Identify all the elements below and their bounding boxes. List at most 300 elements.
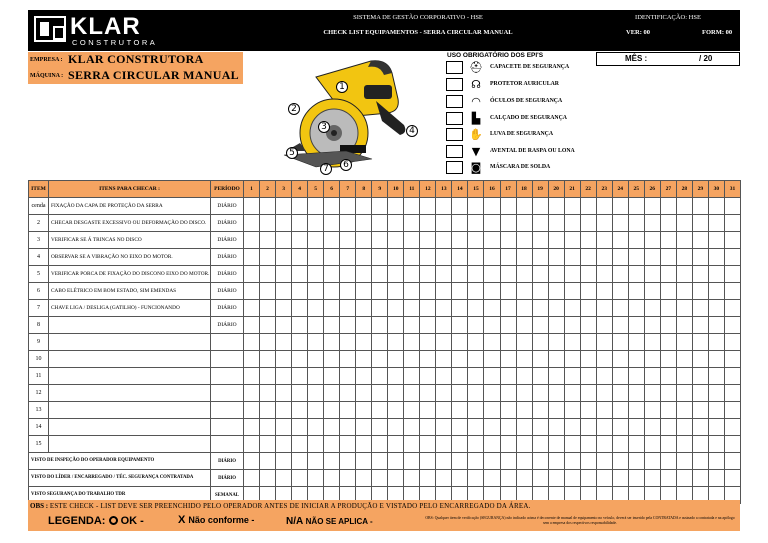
day-check-cell[interactable] [372, 300, 388, 317]
day-check-cell[interactable] [628, 419, 644, 436]
day-check-cell[interactable] [420, 419, 436, 436]
day-check-cell[interactable] [468, 436, 484, 453]
day-check-cell[interactable] [372, 351, 388, 368]
day-check-cell[interactable] [484, 368, 500, 385]
day-check-cell[interactable] [580, 334, 596, 351]
day-check-cell[interactable] [340, 334, 356, 351]
day-check-cell[interactable] [372, 215, 388, 232]
day-check-cell[interactable] [340, 232, 356, 249]
day-check-cell[interactable] [260, 266, 276, 283]
day-check-cell[interactable] [548, 385, 564, 402]
day-check-cell[interactable] [484, 317, 500, 334]
day-check-cell[interactable] [420, 402, 436, 419]
day-check-cell[interactable] [564, 215, 580, 232]
day-check-cell[interactable] [612, 283, 628, 300]
day-check-cell[interactable] [500, 249, 516, 266]
day-check-cell[interactable] [260, 300, 276, 317]
day-check-cell[interactable] [436, 317, 452, 334]
day-check-cell[interactable] [340, 436, 356, 453]
day-check-cell[interactable] [692, 368, 708, 385]
signature-cell[interactable] [484, 453, 500, 470]
day-check-cell[interactable] [484, 198, 500, 215]
day-check-cell[interactable] [244, 215, 260, 232]
signature-cell[interactable] [436, 453, 452, 470]
day-check-cell[interactable] [388, 198, 404, 215]
day-check-cell[interactable] [708, 436, 724, 453]
day-check-cell[interactable] [676, 368, 692, 385]
day-check-cell[interactable] [548, 232, 564, 249]
day-check-cell[interactable] [724, 368, 740, 385]
day-check-cell[interactable] [692, 402, 708, 419]
signature-cell[interactable] [340, 453, 356, 470]
day-check-cell[interactable] [468, 385, 484, 402]
day-check-cell[interactable] [644, 215, 660, 232]
day-check-cell[interactable] [420, 385, 436, 402]
day-check-cell[interactable] [468, 300, 484, 317]
day-check-cell[interactable] [660, 436, 676, 453]
signature-cell[interactable] [276, 453, 292, 470]
day-check-cell[interactable] [276, 385, 292, 402]
signature-cell[interactable] [724, 453, 740, 470]
day-check-cell[interactable] [660, 368, 676, 385]
day-check-cell[interactable] [276, 198, 292, 215]
day-check-cell[interactable] [692, 317, 708, 334]
day-check-cell[interactable] [292, 300, 308, 317]
day-check-cell[interactable] [308, 232, 324, 249]
day-check-cell[interactable] [452, 351, 468, 368]
day-check-cell[interactable] [660, 283, 676, 300]
day-check-cell[interactable] [260, 368, 276, 385]
day-check-cell[interactable] [628, 300, 644, 317]
day-check-cell[interactable] [628, 436, 644, 453]
day-check-cell[interactable] [516, 385, 532, 402]
day-check-cell[interactable] [340, 317, 356, 334]
day-check-cell[interactable] [324, 300, 340, 317]
day-check-cell[interactable] [244, 198, 260, 215]
day-check-cell[interactable] [372, 317, 388, 334]
signature-cell[interactable] [340, 470, 356, 487]
day-check-cell[interactable] [260, 436, 276, 453]
day-check-cell[interactable] [564, 334, 580, 351]
signature-cell[interactable] [388, 453, 404, 470]
day-check-cell[interactable] [580, 266, 596, 283]
signature-cell[interactable] [388, 470, 404, 487]
day-check-cell[interactable] [244, 436, 260, 453]
day-check-cell[interactable] [292, 419, 308, 436]
day-check-cell[interactable] [612, 198, 628, 215]
signature-cell[interactable] [500, 470, 516, 487]
signature-cell[interactable] [676, 470, 692, 487]
day-check-cell[interactable] [340, 402, 356, 419]
day-check-cell[interactable] [612, 300, 628, 317]
day-check-cell[interactable] [596, 317, 612, 334]
day-check-cell[interactable] [292, 402, 308, 419]
day-check-cell[interactable] [244, 283, 260, 300]
day-check-cell[interactable] [516, 419, 532, 436]
day-check-cell[interactable] [660, 351, 676, 368]
day-check-cell[interactable] [452, 436, 468, 453]
day-check-cell[interactable] [436, 249, 452, 266]
signature-cell[interactable] [692, 453, 708, 470]
day-check-cell[interactable] [308, 351, 324, 368]
day-check-cell[interactable] [484, 402, 500, 419]
day-check-cell[interactable] [516, 283, 532, 300]
day-check-cell[interactable] [324, 249, 340, 266]
day-check-cell[interactable] [612, 402, 628, 419]
signature-cell[interactable] [516, 453, 532, 470]
day-check-cell[interactable] [644, 419, 660, 436]
day-check-cell[interactable] [404, 385, 420, 402]
day-check-cell[interactable] [452, 198, 468, 215]
day-check-cell[interactable] [660, 232, 676, 249]
day-check-cell[interactable] [372, 419, 388, 436]
day-check-cell[interactable] [548, 249, 564, 266]
day-check-cell[interactable] [548, 436, 564, 453]
day-check-cell[interactable] [644, 368, 660, 385]
signature-cell[interactable] [436, 470, 452, 487]
day-check-cell[interactable] [564, 300, 580, 317]
signature-cell[interactable] [260, 453, 276, 470]
day-check-cell[interactable] [596, 215, 612, 232]
day-check-cell[interactable] [260, 419, 276, 436]
day-check-cell[interactable] [468, 215, 484, 232]
day-check-cell[interactable] [308, 215, 324, 232]
empresa-value[interactable]: KLAR CONSTRUTORA [68, 52, 204, 66]
day-check-cell[interactable] [484, 283, 500, 300]
day-check-cell[interactable] [452, 215, 468, 232]
day-check-cell[interactable] [260, 385, 276, 402]
day-check-cell[interactable] [612, 368, 628, 385]
signature-cell[interactable] [308, 453, 324, 470]
day-check-cell[interactable] [372, 266, 388, 283]
day-check-cell[interactable] [548, 334, 564, 351]
day-check-cell[interactable] [516, 266, 532, 283]
signature-cell[interactable] [468, 470, 484, 487]
signature-cell[interactable] [548, 470, 564, 487]
day-check-cell[interactable] [580, 436, 596, 453]
day-check-cell[interactable] [388, 334, 404, 351]
day-check-cell[interactable] [612, 334, 628, 351]
day-check-cell[interactable] [324, 317, 340, 334]
day-check-cell[interactable] [724, 419, 740, 436]
day-check-cell[interactable] [692, 436, 708, 453]
day-check-cell[interactable] [436, 266, 452, 283]
day-check-cell[interactable] [596, 419, 612, 436]
epi-checkbox[interactable] [446, 95, 463, 108]
day-check-cell[interactable] [372, 368, 388, 385]
day-check-cell[interactable] [628, 385, 644, 402]
day-check-cell[interactable] [724, 266, 740, 283]
signature-cell[interactable] [356, 453, 372, 470]
day-check-cell[interactable] [500, 402, 516, 419]
day-check-cell[interactable] [532, 249, 548, 266]
day-check-cell[interactable] [292, 266, 308, 283]
day-check-cell[interactable] [724, 215, 740, 232]
day-check-cell[interactable] [692, 215, 708, 232]
signature-cell[interactable] [612, 453, 628, 470]
day-check-cell[interactable] [292, 249, 308, 266]
day-check-cell[interactable] [244, 334, 260, 351]
day-check-cell[interactable] [340, 249, 356, 266]
day-check-cell[interactable] [436, 283, 452, 300]
day-check-cell[interactable] [388, 436, 404, 453]
day-check-cell[interactable] [628, 317, 644, 334]
day-check-cell[interactable] [532, 198, 548, 215]
day-check-cell[interactable] [500, 215, 516, 232]
day-check-cell[interactable] [388, 402, 404, 419]
day-check-cell[interactable] [324, 351, 340, 368]
day-check-cell[interactable] [516, 334, 532, 351]
day-check-cell[interactable] [436, 351, 452, 368]
day-check-cell[interactable] [660, 266, 676, 283]
day-check-cell[interactable] [660, 300, 676, 317]
day-check-cell[interactable] [308, 266, 324, 283]
day-check-cell[interactable] [484, 215, 500, 232]
day-check-cell[interactable] [452, 232, 468, 249]
day-check-cell[interactable] [516, 436, 532, 453]
day-check-cell[interactable] [628, 402, 644, 419]
day-check-cell[interactable] [516, 351, 532, 368]
day-check-cell[interactable] [708, 232, 724, 249]
day-check-cell[interactable] [468, 368, 484, 385]
day-check-cell[interactable] [532, 215, 548, 232]
day-check-cell[interactable] [388, 283, 404, 300]
day-check-cell[interactable] [564, 317, 580, 334]
epi-checkbox[interactable] [446, 128, 463, 141]
day-check-cell[interactable] [580, 351, 596, 368]
day-check-cell[interactable] [724, 198, 740, 215]
day-check-cell[interactable] [628, 232, 644, 249]
signature-cell[interactable] [692, 470, 708, 487]
day-check-cell[interactable] [580, 249, 596, 266]
signature-cell[interactable] [292, 453, 308, 470]
day-check-cell[interactable] [548, 351, 564, 368]
day-check-cell[interactable] [612, 215, 628, 232]
day-check-cell[interactable] [356, 232, 372, 249]
day-check-cell[interactable] [340, 300, 356, 317]
day-check-cell[interactable] [356, 283, 372, 300]
day-check-cell[interactable] [388, 385, 404, 402]
signature-cell[interactable] [516, 470, 532, 487]
day-check-cell[interactable] [644, 351, 660, 368]
day-check-cell[interactable] [612, 232, 628, 249]
day-check-cell[interactable] [580, 232, 596, 249]
day-check-cell[interactable] [372, 249, 388, 266]
day-check-cell[interactable] [596, 436, 612, 453]
day-check-cell[interactable] [340, 198, 356, 215]
signature-cell[interactable] [660, 470, 676, 487]
day-check-cell[interactable] [324, 266, 340, 283]
day-check-cell[interactable] [660, 317, 676, 334]
day-check-cell[interactable] [724, 402, 740, 419]
day-check-cell[interactable] [276, 436, 292, 453]
signature-cell[interactable] [324, 453, 340, 470]
day-check-cell[interactable] [324, 334, 340, 351]
day-check-cell[interactable] [276, 232, 292, 249]
signature-cell[interactable] [532, 453, 548, 470]
day-check-cell[interactable] [436, 232, 452, 249]
day-check-cell[interactable] [708, 215, 724, 232]
day-check-cell[interactable] [340, 266, 356, 283]
day-check-cell[interactable] [500, 419, 516, 436]
day-check-cell[interactable] [644, 300, 660, 317]
signature-cell[interactable] [420, 453, 436, 470]
day-check-cell[interactable] [388, 419, 404, 436]
day-check-cell[interactable] [564, 385, 580, 402]
day-check-cell[interactable] [548, 283, 564, 300]
day-check-cell[interactable] [708, 266, 724, 283]
signature-cell[interactable] [404, 470, 420, 487]
day-check-cell[interactable] [516, 249, 532, 266]
day-check-cell[interactable] [244, 266, 260, 283]
day-check-cell[interactable] [244, 249, 260, 266]
day-check-cell[interactable] [244, 368, 260, 385]
day-check-cell[interactable] [708, 368, 724, 385]
signature-cell[interactable] [292, 470, 308, 487]
day-check-cell[interactable] [276, 351, 292, 368]
signature-cell[interactable] [580, 470, 596, 487]
day-check-cell[interactable] [260, 351, 276, 368]
day-check-cell[interactable] [292, 351, 308, 368]
signature-cell[interactable] [644, 470, 660, 487]
signature-cell[interactable] [324, 470, 340, 487]
day-check-cell[interactable] [516, 317, 532, 334]
signature-cell[interactable] [676, 453, 692, 470]
day-check-cell[interactable] [500, 334, 516, 351]
day-check-cell[interactable] [340, 351, 356, 368]
day-check-cell[interactable] [356, 351, 372, 368]
day-check-cell[interactable] [324, 215, 340, 232]
day-check-cell[interactable] [372, 198, 388, 215]
day-check-cell[interactable] [244, 385, 260, 402]
day-check-cell[interactable] [436, 385, 452, 402]
day-check-cell[interactable] [468, 317, 484, 334]
day-check-cell[interactable] [452, 402, 468, 419]
day-check-cell[interactable] [452, 249, 468, 266]
day-check-cell[interactable] [356, 419, 372, 436]
signature-cell[interactable] [708, 453, 724, 470]
day-check-cell[interactable] [276, 300, 292, 317]
day-check-cell[interactable] [644, 402, 660, 419]
day-check-cell[interactable] [388, 266, 404, 283]
day-check-cell[interactable] [596, 283, 612, 300]
day-check-cell[interactable] [404, 283, 420, 300]
day-check-cell[interactable] [580, 283, 596, 300]
day-check-cell[interactable] [532, 419, 548, 436]
day-check-cell[interactable] [660, 385, 676, 402]
day-check-cell[interactable] [356, 215, 372, 232]
day-check-cell[interactable] [660, 419, 676, 436]
day-check-cell[interactable] [388, 368, 404, 385]
day-check-cell[interactable] [612, 266, 628, 283]
day-check-cell[interactable] [436, 198, 452, 215]
day-check-cell[interactable] [260, 402, 276, 419]
day-check-cell[interactable] [644, 283, 660, 300]
day-check-cell[interactable] [356, 266, 372, 283]
day-check-cell[interactable] [292, 385, 308, 402]
day-check-cell[interactable] [596, 351, 612, 368]
day-check-cell[interactable] [276, 283, 292, 300]
signature-cell[interactable] [596, 453, 612, 470]
day-check-cell[interactable] [276, 402, 292, 419]
day-check-cell[interactable] [564, 232, 580, 249]
day-check-cell[interactable] [644, 198, 660, 215]
day-check-cell[interactable] [628, 368, 644, 385]
day-check-cell[interactable] [468, 266, 484, 283]
day-check-cell[interactable] [612, 436, 628, 453]
day-check-cell[interactable] [660, 198, 676, 215]
day-check-cell[interactable] [532, 283, 548, 300]
day-check-cell[interactable] [356, 198, 372, 215]
day-check-cell[interactable] [596, 385, 612, 402]
signature-cell[interactable] [580, 453, 596, 470]
day-check-cell[interactable] [548, 198, 564, 215]
epi-checkbox[interactable] [446, 112, 463, 125]
day-check-cell[interactable] [468, 402, 484, 419]
day-check-cell[interactable] [308, 385, 324, 402]
day-check-cell[interactable] [644, 436, 660, 453]
day-check-cell[interactable] [276, 334, 292, 351]
day-check-cell[interactable] [692, 232, 708, 249]
day-check-cell[interactable] [468, 249, 484, 266]
day-check-cell[interactable] [516, 368, 532, 385]
signature-cell[interactable] [356, 470, 372, 487]
day-check-cell[interactable] [692, 351, 708, 368]
day-check-cell[interactable] [436, 334, 452, 351]
day-check-cell[interactable] [564, 198, 580, 215]
day-check-cell[interactable] [532, 334, 548, 351]
day-check-cell[interactable] [324, 198, 340, 215]
day-check-cell[interactable] [676, 317, 692, 334]
day-check-cell[interactable] [724, 232, 740, 249]
day-check-cell[interactable] [724, 436, 740, 453]
day-check-cell[interactable] [404, 300, 420, 317]
day-check-cell[interactable] [308, 334, 324, 351]
day-check-cell[interactable] [532, 368, 548, 385]
day-check-cell[interactable] [548, 402, 564, 419]
day-check-cell[interactable] [404, 368, 420, 385]
day-check-cell[interactable] [628, 334, 644, 351]
day-check-cell[interactable] [628, 266, 644, 283]
day-check-cell[interactable] [308, 198, 324, 215]
day-check-cell[interactable] [500, 198, 516, 215]
day-check-cell[interactable] [676, 283, 692, 300]
day-check-cell[interactable] [708, 334, 724, 351]
signature-cell[interactable] [564, 470, 580, 487]
day-check-cell[interactable] [484, 351, 500, 368]
day-check-cell[interactable] [292, 215, 308, 232]
day-check-cell[interactable] [276, 368, 292, 385]
day-check-cell[interactable] [372, 402, 388, 419]
day-check-cell[interactable] [468, 232, 484, 249]
day-check-cell[interactable] [404, 232, 420, 249]
day-check-cell[interactable] [372, 232, 388, 249]
day-check-cell[interactable] [708, 351, 724, 368]
day-check-cell[interactable] [468, 198, 484, 215]
day-check-cell[interactable] [292, 334, 308, 351]
day-check-cell[interactable] [420, 334, 436, 351]
epi-checkbox[interactable] [446, 78, 463, 91]
day-check-cell[interactable] [260, 334, 276, 351]
day-check-cell[interactable] [692, 385, 708, 402]
day-check-cell[interactable] [564, 368, 580, 385]
day-check-cell[interactable] [324, 385, 340, 402]
day-check-cell[interactable] [324, 283, 340, 300]
day-check-cell[interactable] [308, 283, 324, 300]
day-check-cell[interactable] [516, 232, 532, 249]
day-check-cell[interactable] [708, 283, 724, 300]
day-check-cell[interactable] [692, 198, 708, 215]
